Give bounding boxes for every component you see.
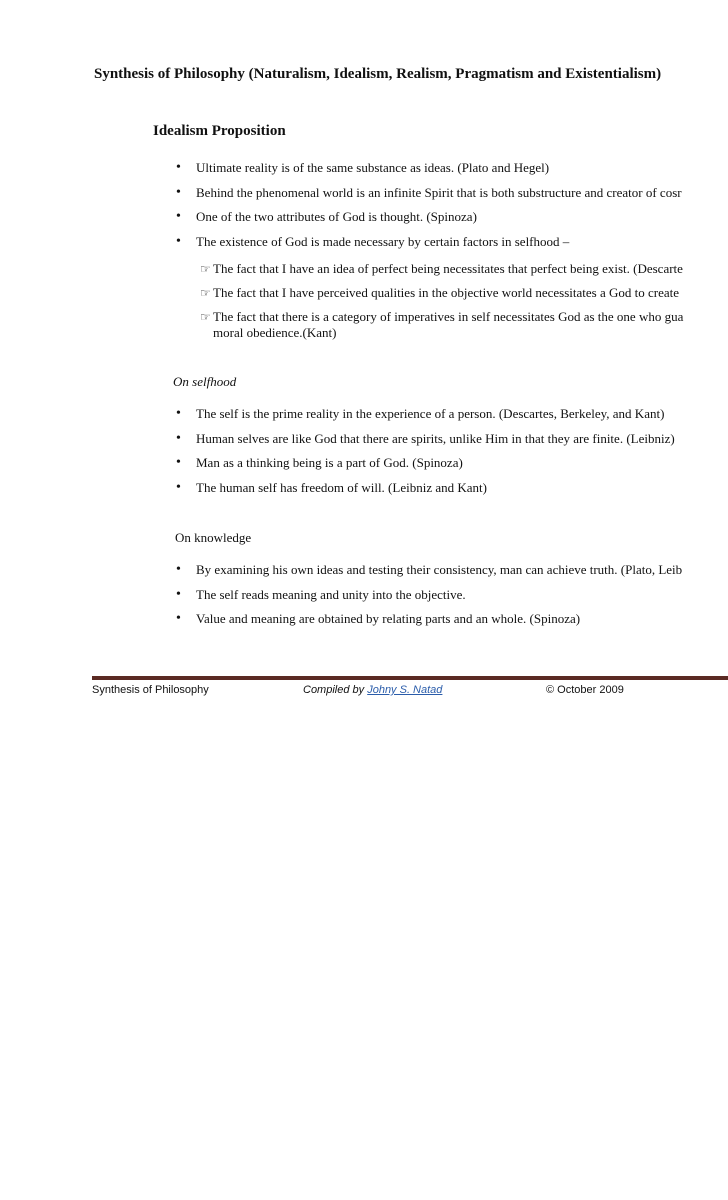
- pointing-hand-icon: ☞: [200, 286, 211, 300]
- compiled-by-label: Compiled by: [303, 684, 365, 696]
- author-link[interactable]: Johny S. Natad: [367, 684, 443, 696]
- list-item: ☞ The fact that I have an idea of perfect being necessitates that perfect being exist. (Descarte: [200, 261, 683, 276]
- list-item: • One of the two attributes of God is thought. (Spinoza): [176, 209, 728, 234]
- selfhood-bullet-list: [176, 406, 728, 504]
- knowledge-bullet-list: [176, 562, 728, 636]
- footer-rule: [92, 676, 728, 680]
- subheading-knowledge: On knowledge: [175, 530, 252, 545]
- footer-title: Synthesis of Philosophy: [92, 684, 209, 696]
- list-item: • Value and meaning are obtained by relating parts and an whole. (Spinoza): [176, 611, 728, 636]
- list-item: • Human selves are like God that there are spirits, unlike Him in that they are finite. (Leibniz): [176, 431, 728, 456]
- list-item: • The existence of God is made necessary by certain factors in selfhood –: [176, 234, 728, 259]
- section-heading: Idealism Proposition: [153, 123, 286, 139]
- list-item: • Man as a thinking being is a part of God. (Spinoza): [176, 455, 728, 480]
- footer-compiled: [303, 684, 442, 696]
- list-item: ☞ The fact that there is a category of imperatives in self necessitates God as the one who gua: [200, 309, 684, 324]
- idealism-bullet-list: [176, 160, 728, 258]
- footer-date: © October 2009: [546, 684, 624, 696]
- pointing-hand-icon: ☞: [200, 262, 211, 276]
- list-item-continuation: moral obedience.(Kant): [213, 325, 337, 340]
- pointing-hand-icon: ☞: [200, 310, 211, 324]
- list-item: • By examining his own ideas and testing their consistency, man can achieve truth. (Plato, Leib: [176, 562, 728, 587]
- list-item: • The self reads meaning and unity into the objective.: [176, 587, 728, 612]
- list-item: • The self is the prime reality in the experience of a person. (Descartes, Berkeley, and Kant): [176, 406, 728, 431]
- list-item: • Ultimate reality is of the same substance as ideas. (Plato and Hegel): [176, 160, 728, 185]
- selfhood-factors-list: [200, 261, 728, 349]
- list-item: • The human self has freedom of will. (Leibniz and Kant): [176, 480, 728, 505]
- page-title: Synthesis of Philosophy (Naturalism, Idealism, Realism, Pragmatism and Existentialism): [94, 66, 662, 82]
- subheading-selfhood: On selfhood: [173, 374, 237, 389]
- list-item: • Behind the phenomenal world is an infinite Spirit that is both substructure and creator of cosr: [176, 185, 728, 210]
- list-item: ☞ The fact that I have perceived qualities in the objective world necessitates a God to create: [200, 285, 679, 300]
